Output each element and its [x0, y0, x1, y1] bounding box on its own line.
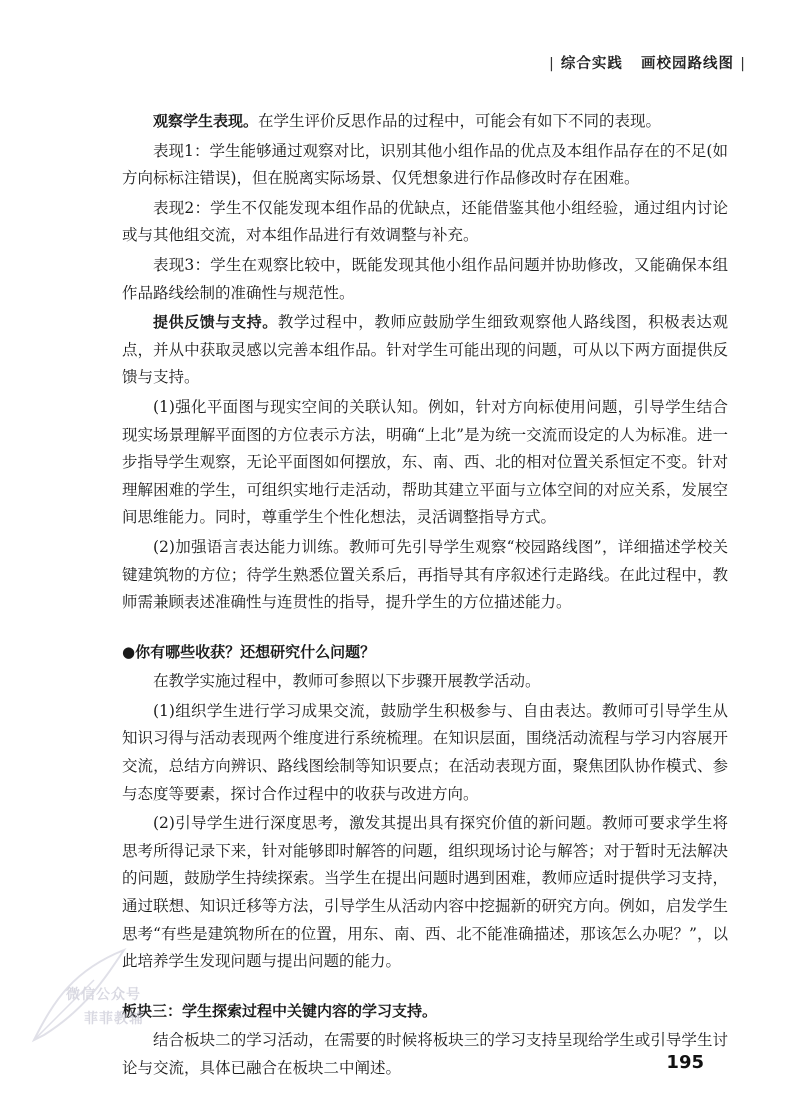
heading-feedback: 提供反馈与支持。: [153, 313, 278, 332]
paragraph-feedback-text: 教学过程中，教师应鼓励学生细致观察他人路线图，积极表达观点，并从中获取灵感以完善本组作品。针对学生可能出现的问题，可从以下两方面提供反馈与支持。: [122, 313, 728, 387]
running-header: [549, 52, 746, 73]
section-heading-block3: [122, 998, 728, 1026]
heading-observe: 观察学生表现。: [153, 112, 259, 130]
paragraph-feedback-1: (1)强化平面图与现实空间的关联认知。例如，针对方向标使用问题，引导学生结合现实场景理解平面图的方位表示方法，明确“上北”是为统一交流而设定的人为标准。进一步指导学生观察，无论平面图如何摆放，东、南、西、北的相对位置关系恒定不变。针对理解困难的学生，可组织实地行走活动，帮助其建立平面与立体空间的对应关系，发展空间思维能力。同时，尊重学生个性化想法，灵活调整指导方式。: [122, 397, 728, 527]
body-text: [122, 108, 728, 1085]
watermark-line-1: 微信公众号: [66, 987, 141, 1003]
watermark-line-2: 菲菲教辅: [84, 1011, 144, 1027]
watermark: [14, 940, 174, 1050]
heading-harvest: ●你有哪些收获？还想研究什么问题？: [122, 642, 376, 661]
paragraph-performance-2: 表现2：学生不仅能发现本组作品的优缺点，还能借鉴其他小组经验，通过组内讨论或与其他组交流，对本组作品进行有效调整与补充。: [122, 198, 728, 245]
paragraph-block3: 结合板块二的学习活动，在需要的时候将板块三的学习支持呈现给学生或引导学生讨论与交流，具体已融合在板块二中阐述。: [122, 1031, 728, 1077]
paragraph-performance-3: 表现3：学生在观察比较中，既能发现其他小组作品问题并协助修改，又能确保本组作品路线绘制的准确性与规范性。: [122, 255, 728, 302]
header-right-bar: |: [740, 56, 746, 72]
paragraph-observe: [122, 108, 728, 136]
paragraph-performance-1: 表现1：学生能够通过观察对比，识别其他小组作品的优点及本组作品存在的不足(如方向标标注错误)，但在脱离实际场景、仅凭想象进行作品修改时存在困难。: [122, 141, 728, 188]
header-chapter: 画校园路线图: [641, 56, 735, 72]
header-left-bar: |: [548, 56, 555, 72]
paragraph-feedback: [122, 309, 728, 392]
heading-block3: 板块三：学生探索过程中关键内容的学习支持。: [122, 1001, 438, 1020]
paragraph-step-2: (2)引导学生进行深度思考，激发其提出具有探究价值的新问题。教师可要求学生将思考所得记录下来，针对能够即时解答的问题，组织现场讨论与解答；对于暂时无法解决的问题，鼓励学生持续探索。当学生在提出问题时遇到困难，教师应适时提供学习支持，通过联想、知识迁移等方法，引导学生从活动内容中挖掘新的研究方向。例如，启发学生思考“有些是建筑物所在的位置，用东、南、西、北不能准确描述，那该怎么办呢？”，以此培养学生发现问题与提出问题的能力。: [122, 814, 728, 971]
header-section: 综合实践: [560, 56, 623, 72]
page-number: 195: [666, 1052, 704, 1073]
paragraph-observe-text: 在学生评价反思作品的过程中，可能会有如下不同的表现。: [258, 112, 662, 130]
section-heading-harvest: [122, 639, 728, 667]
paragraph-feedback-2: (2)加强语言表达能力训练。教师可先引导学生观察“校园路线图”，详细描述学校关键建筑物的方位；待学生熟悉位置关系后，再指导其有序叙述行走路线。在此过程中，教师需兼顾表述准确性与连贯性的指导，提升学生的方位描述能力。: [122, 537, 728, 612]
paragraph-step-1: (1)组织学生进行学习成果交流，鼓励学生积极参与、自由表达。教师可引导学生从知识习得与活动表现两个维度进行系统梳理。在知识层面，围绕活动流程与学习内容展开交流，总结方向辨识、路线图绘制等知识要点；在活动表现方面，聚焦团队协作模式、参与态度等要素，探讨合作过程中的收获与改进方向。: [122, 701, 728, 803]
paragraph-steps-intro: 在教学实施过程中，教师可参照以下步骤开展教学活动。: [153, 672, 541, 691]
